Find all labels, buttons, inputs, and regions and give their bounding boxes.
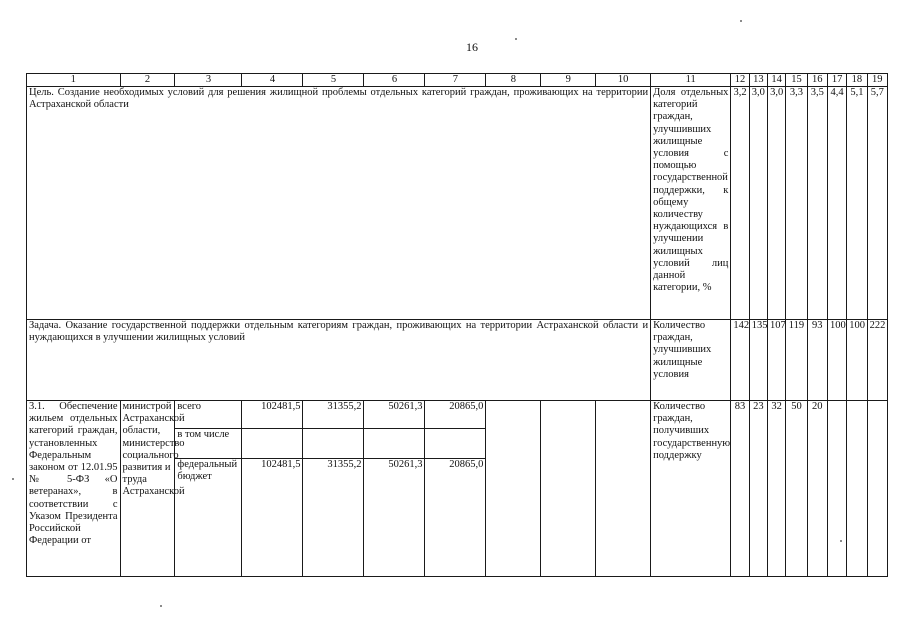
header-cell: 3 <box>175 74 242 87</box>
funding-label: федеральный бюджет <box>175 459 242 577</box>
task-value: 107 <box>767 320 785 401</box>
funding-label: в том числе <box>175 429 242 459</box>
task-value: 100 <box>827 320 846 401</box>
header-cell: 10 <box>596 74 651 87</box>
measure-row <box>27 401 888 429</box>
measure-value <box>867 401 887 577</box>
measure-value: 20 <box>807 401 827 577</box>
empty-cell <box>596 401 651 577</box>
scan-speck <box>840 540 842 542</box>
measure-value <box>827 401 846 577</box>
header-cell: 18 <box>847 74 867 87</box>
goal-value: 3,0 <box>749 87 767 320</box>
scan-speck <box>12 478 14 480</box>
goal-value: 5,7 <box>867 87 887 320</box>
task-value: 93 <box>807 320 827 401</box>
header-row <box>27 74 888 87</box>
header-cell: 13 <box>749 74 767 87</box>
funding-value <box>303 429 364 459</box>
header-cell: 16 <box>807 74 827 87</box>
funding-value: 20865,0 <box>425 459 486 577</box>
funding-value: 50261,3 <box>364 401 425 429</box>
program-table <box>26 73 888 577</box>
measure-name: 3.1. Обеспечение жильем отдельных категорий граждан, установленных Федеральным законом от 12.01.95 № 5-ФЗ «О ветеранах», в соответствии с Указом Президента Российской Федерации от <box>27 401 121 577</box>
empty-cell <box>541 401 596 577</box>
measure-value: 32 <box>767 401 785 577</box>
header-cell: 14 <box>767 74 785 87</box>
task-value: 142 <box>731 320 749 401</box>
measure-value <box>847 401 867 577</box>
goal-value: 3,2 <box>731 87 749 320</box>
goal-value: 3,5 <box>807 87 827 320</box>
funding-value: 20865,0 <box>425 401 486 429</box>
header-cell: 17 <box>827 74 846 87</box>
scan-speck <box>515 38 517 40</box>
goal-row <box>27 87 888 320</box>
scan-speck <box>160 605 162 607</box>
funding-value: 102481,5 <box>242 401 303 429</box>
goal-value: 4,4 <box>827 87 846 320</box>
header-cell: 1 <box>27 74 121 87</box>
header-cell: 11 <box>651 74 731 87</box>
goal-indicator: Доля отдельных категорий граждан, улучшивших жилищные условия с помощью государственной поддержки, к общему количеству нуждающихся в улучшении жилищных условий лиц данной категории, % <box>651 87 731 320</box>
goal-value: 5,1 <box>847 87 867 320</box>
scan-speck <box>740 20 742 22</box>
header-cell: 9 <box>541 74 596 87</box>
funding-value: 31355,2 <box>303 459 364 577</box>
funding-value <box>364 429 425 459</box>
funding-value: 102481,5 <box>242 459 303 577</box>
task-text: Задача. Оказание государственной поддержки отдельным категориям граждан, проживающих на территории Астраханской области и нуждающихся в улучшении жилищных условий <box>27 320 651 401</box>
header-cell: 7 <box>425 74 486 87</box>
header-cell: 15 <box>786 74 807 87</box>
task-row <box>27 320 888 401</box>
measure-indicator: Количество граждан, получивших государственную поддержку <box>651 401 731 577</box>
goal-text: Цель. Создание необходимых условий для решения жилищной проблемы отдельных категорий граждан, проживающих на территории Астраханской области <box>27 87 651 320</box>
funding-value <box>242 429 303 459</box>
funding-label: всего <box>175 401 242 429</box>
task-value: 222 <box>867 320 887 401</box>
header-cell: 12 <box>731 74 749 87</box>
funding-value <box>425 429 486 459</box>
header-cell: 5 <box>303 74 364 87</box>
funding-value: 50261,3 <box>364 459 425 577</box>
task-value: 100 <box>847 320 867 401</box>
task-value: 119 <box>786 320 807 401</box>
empty-cell <box>486 401 541 577</box>
goal-value: 3,3 <box>786 87 807 320</box>
funding-value: 31355,2 <box>303 401 364 429</box>
measure-executor: министрой Астраханской области, министерство социального развития и труда Астраханской <box>120 401 175 577</box>
header-cell: 2 <box>120 74 175 87</box>
header-cell: 19 <box>867 74 887 87</box>
task-value: 135 <box>749 320 767 401</box>
header-cell: 4 <box>242 74 303 87</box>
page-number: 16 <box>466 40 478 54</box>
task-indicator: Количество граждан, улучшивших жилищные условия <box>651 320 731 401</box>
header-cell: 8 <box>486 74 541 87</box>
goal-value: 3,0 <box>767 87 785 320</box>
measure-value: 50 <box>786 401 807 577</box>
header-cell: 6 <box>364 74 425 87</box>
measure-value: 83 <box>731 401 749 577</box>
measure-value: 23 <box>749 401 767 577</box>
